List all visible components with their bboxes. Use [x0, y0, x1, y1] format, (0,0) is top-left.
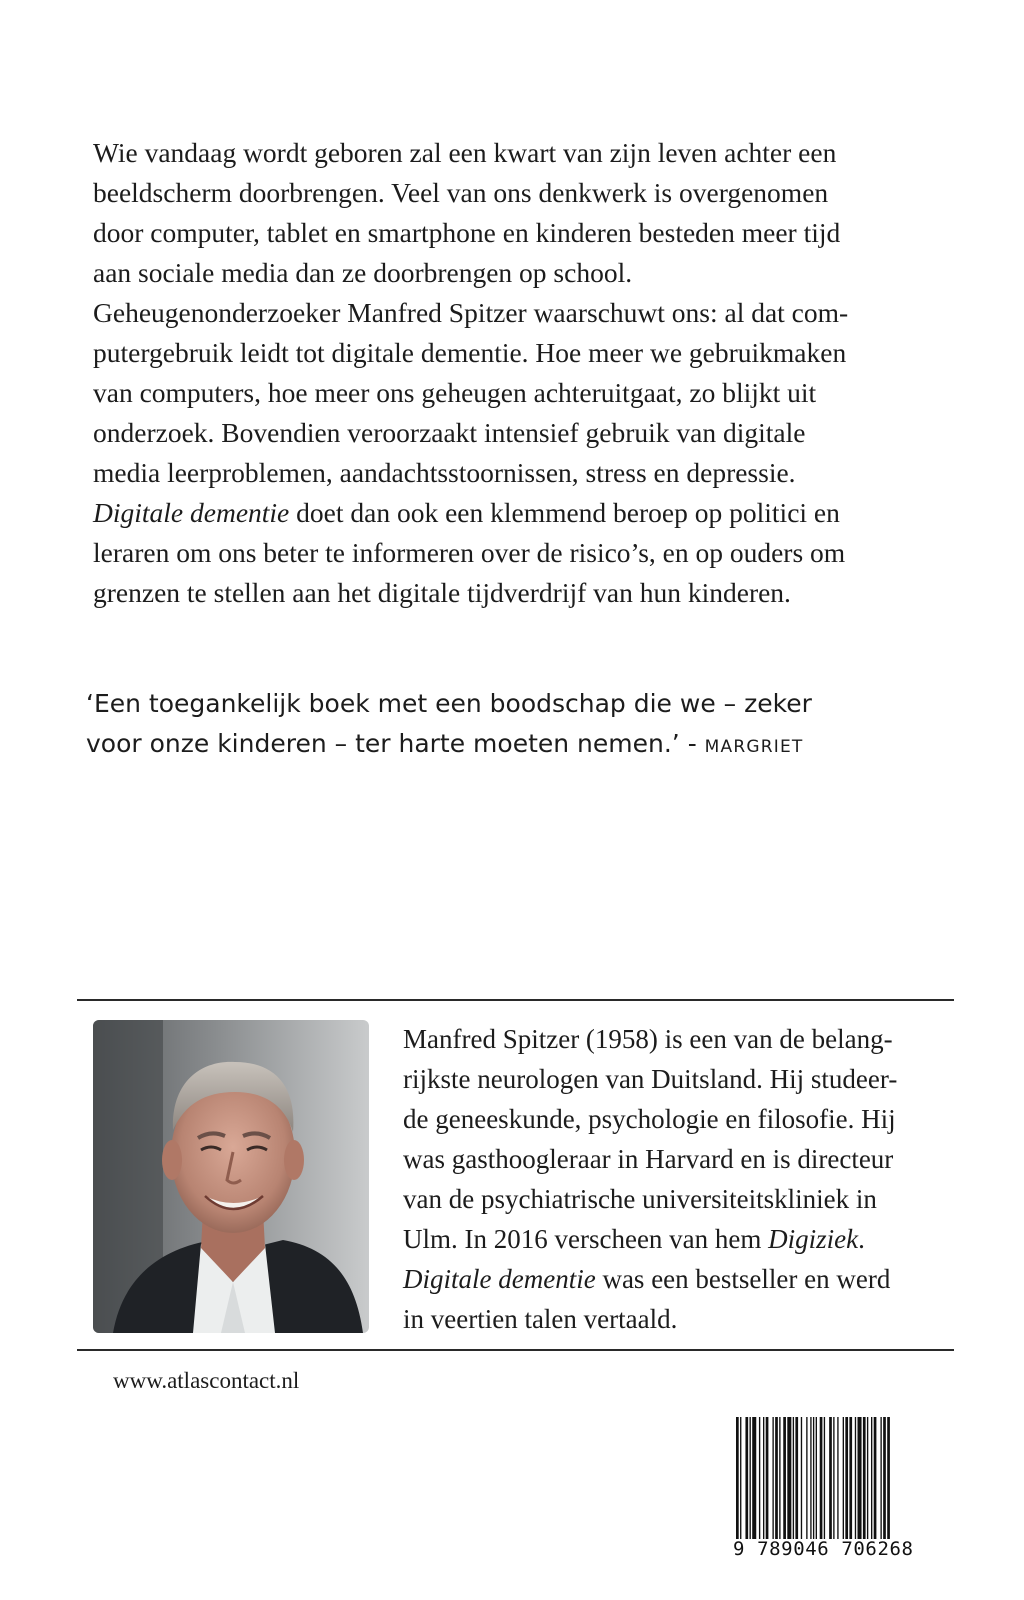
- barcode-bar: [745, 1417, 748, 1539]
- quote-line: [86, 724, 946, 767]
- author-photo: [93, 1020, 369, 1333]
- blurb-line: onderzoek. Bovendien veroorzaakt intensief gebruik van digitale: [93, 417, 806, 448]
- barcode-bar: [855, 1417, 856, 1539]
- barcode-bar: [783, 1417, 786, 1539]
- blurb-line: [93, 493, 943, 533]
- barcode-bar: [752, 1417, 756, 1539]
- barcode-bar: [829, 1417, 832, 1539]
- book-title-italic: Digitale dementie: [93, 497, 290, 528]
- barcode-bar: [763, 1417, 764, 1539]
- barcode-bar: [775, 1417, 778, 1539]
- barcode-bar: [779, 1417, 780, 1539]
- divider-top: [77, 999, 954, 1001]
- barcode-bar: [824, 1417, 825, 1539]
- bio-line: [403, 1259, 963, 1299]
- barcode-bar: [874, 1417, 877, 1539]
- barcode-bar: [787, 1417, 791, 1539]
- blurb-line: beeldscherm doorbrengen. Veel van ons denkwerk is overgenomen: [93, 177, 829, 208]
- blurb-line: grenzen te stellen aan het digitale tijdverdrijf van hun kinderen.: [93, 577, 791, 608]
- barcode-bar: [801, 1417, 802, 1539]
- bio-line: de geneeskunde, psychologie en filosofie. Hij: [403, 1104, 896, 1134]
- barcode-bar: [813, 1417, 814, 1539]
- barcode-bar: [766, 1417, 769, 1539]
- barcode-bar: [858, 1417, 862, 1539]
- back-cover-blurb: [93, 133, 943, 613]
- barcode-bar: [816, 1417, 817, 1539]
- barcode-bar: [750, 1417, 751, 1539]
- bio-line: was gasthoogleraar in Harvard en is directeur: [403, 1144, 894, 1174]
- isbn-number: 9 789046 706268: [733, 1538, 914, 1560]
- divider-bottom: [77, 1349, 954, 1351]
- barcode-bar: [880, 1417, 881, 1539]
- blurb-line: putergebruik leidt tot digitale dementie. Hoe meer we gebruikmaken: [93, 337, 847, 368]
- barcode-bar: [793, 1417, 794, 1539]
- barcode-bar: [871, 1417, 872, 1539]
- blurb-line: van computers, hoe meer ons geheugen achteruitgaat, zo blijkt uit: [93, 377, 817, 408]
- blurb-line: media leerproblemen, aandachtsstoornissen, stress en depressie.: [93, 457, 796, 488]
- quote-text: voor onze kinderen – ter harte moeten nemen.’: [86, 729, 680, 758]
- barcode-bar: [820, 1417, 823, 1539]
- barcode-bar: [849, 1417, 852, 1539]
- quote-source: MARGRIET: [704, 737, 804, 757]
- blurb-line: Wie vandaag wordt geboren zal een kwart van zijn leven achter een: [93, 137, 837, 168]
- blurb-line: leraren om ons beter te informeren over de risico’s, en op ouders om: [93, 537, 846, 568]
- blurb-line-rest: doet dan ook een klemmend beroep op politici en: [289, 497, 840, 528]
- barcode-bar: [772, 1417, 773, 1539]
- bio-line-suffix: .: [858, 1224, 865, 1254]
- barcode-bar: [883, 1417, 886, 1539]
- barcode-bar: [843, 1417, 844, 1539]
- barcode-bar: [837, 1417, 838, 1539]
- barcode-bar: [736, 1417, 739, 1539]
- barcode-bar: [806, 1417, 807, 1539]
- quote-dash: -: [679, 729, 705, 758]
- barcode-bar: [887, 1417, 890, 1539]
- blurb-line: Geheugenonderzoeker Manfred Spitzer waarschuwt ons: al dat com-: [93, 297, 849, 328]
- bio-line: in veertien talen vertaald.: [403, 1304, 678, 1334]
- bio-line: van de psychiatrische universiteitskliniek in: [403, 1184, 877, 1214]
- barcode-bar: [795, 1417, 798, 1539]
- publisher-website[interactable]: www.atlascontact.nl: [113, 1368, 300, 1393]
- blurb-line: aan sociale media dan ze doorbrengen op school.: [93, 257, 633, 288]
- barcode-bar: [810, 1417, 811, 1539]
- quote-line: ‘Een toegankelijk boek met een boodschap die we – zeker: [86, 689, 812, 718]
- barcode-bar: [759, 1417, 760, 1539]
- author-bio: [403, 1019, 963, 1339]
- bio-line: Manfred Spitzer (1958) is een van de belang-: [403, 1024, 893, 1054]
- book-title-italic: Digitale dementie: [403, 1264, 596, 1294]
- bio-line: rijkste neurologen van Duitsland. Hij studeer-: [403, 1064, 898, 1094]
- bio-line: [403, 1219, 963, 1259]
- book-title-italic: Digiziek: [768, 1224, 859, 1254]
- press-quote: [86, 684, 946, 767]
- barcode-bar: [740, 1417, 741, 1539]
- barcode-bar: [833, 1417, 834, 1539]
- blurb-line: door computer, tablet en smartphone en kinderen besteden meer tijd: [93, 217, 841, 248]
- barcode-bar: [845, 1417, 848, 1539]
- bio-line-prefix: Ulm. In 2016 verscheen van hem: [403, 1224, 769, 1254]
- bio-line-rest: was een bestseller en werd: [595, 1264, 891, 1294]
- barcode-bar: [867, 1417, 868, 1539]
- barcode-bar: [863, 1417, 866, 1539]
